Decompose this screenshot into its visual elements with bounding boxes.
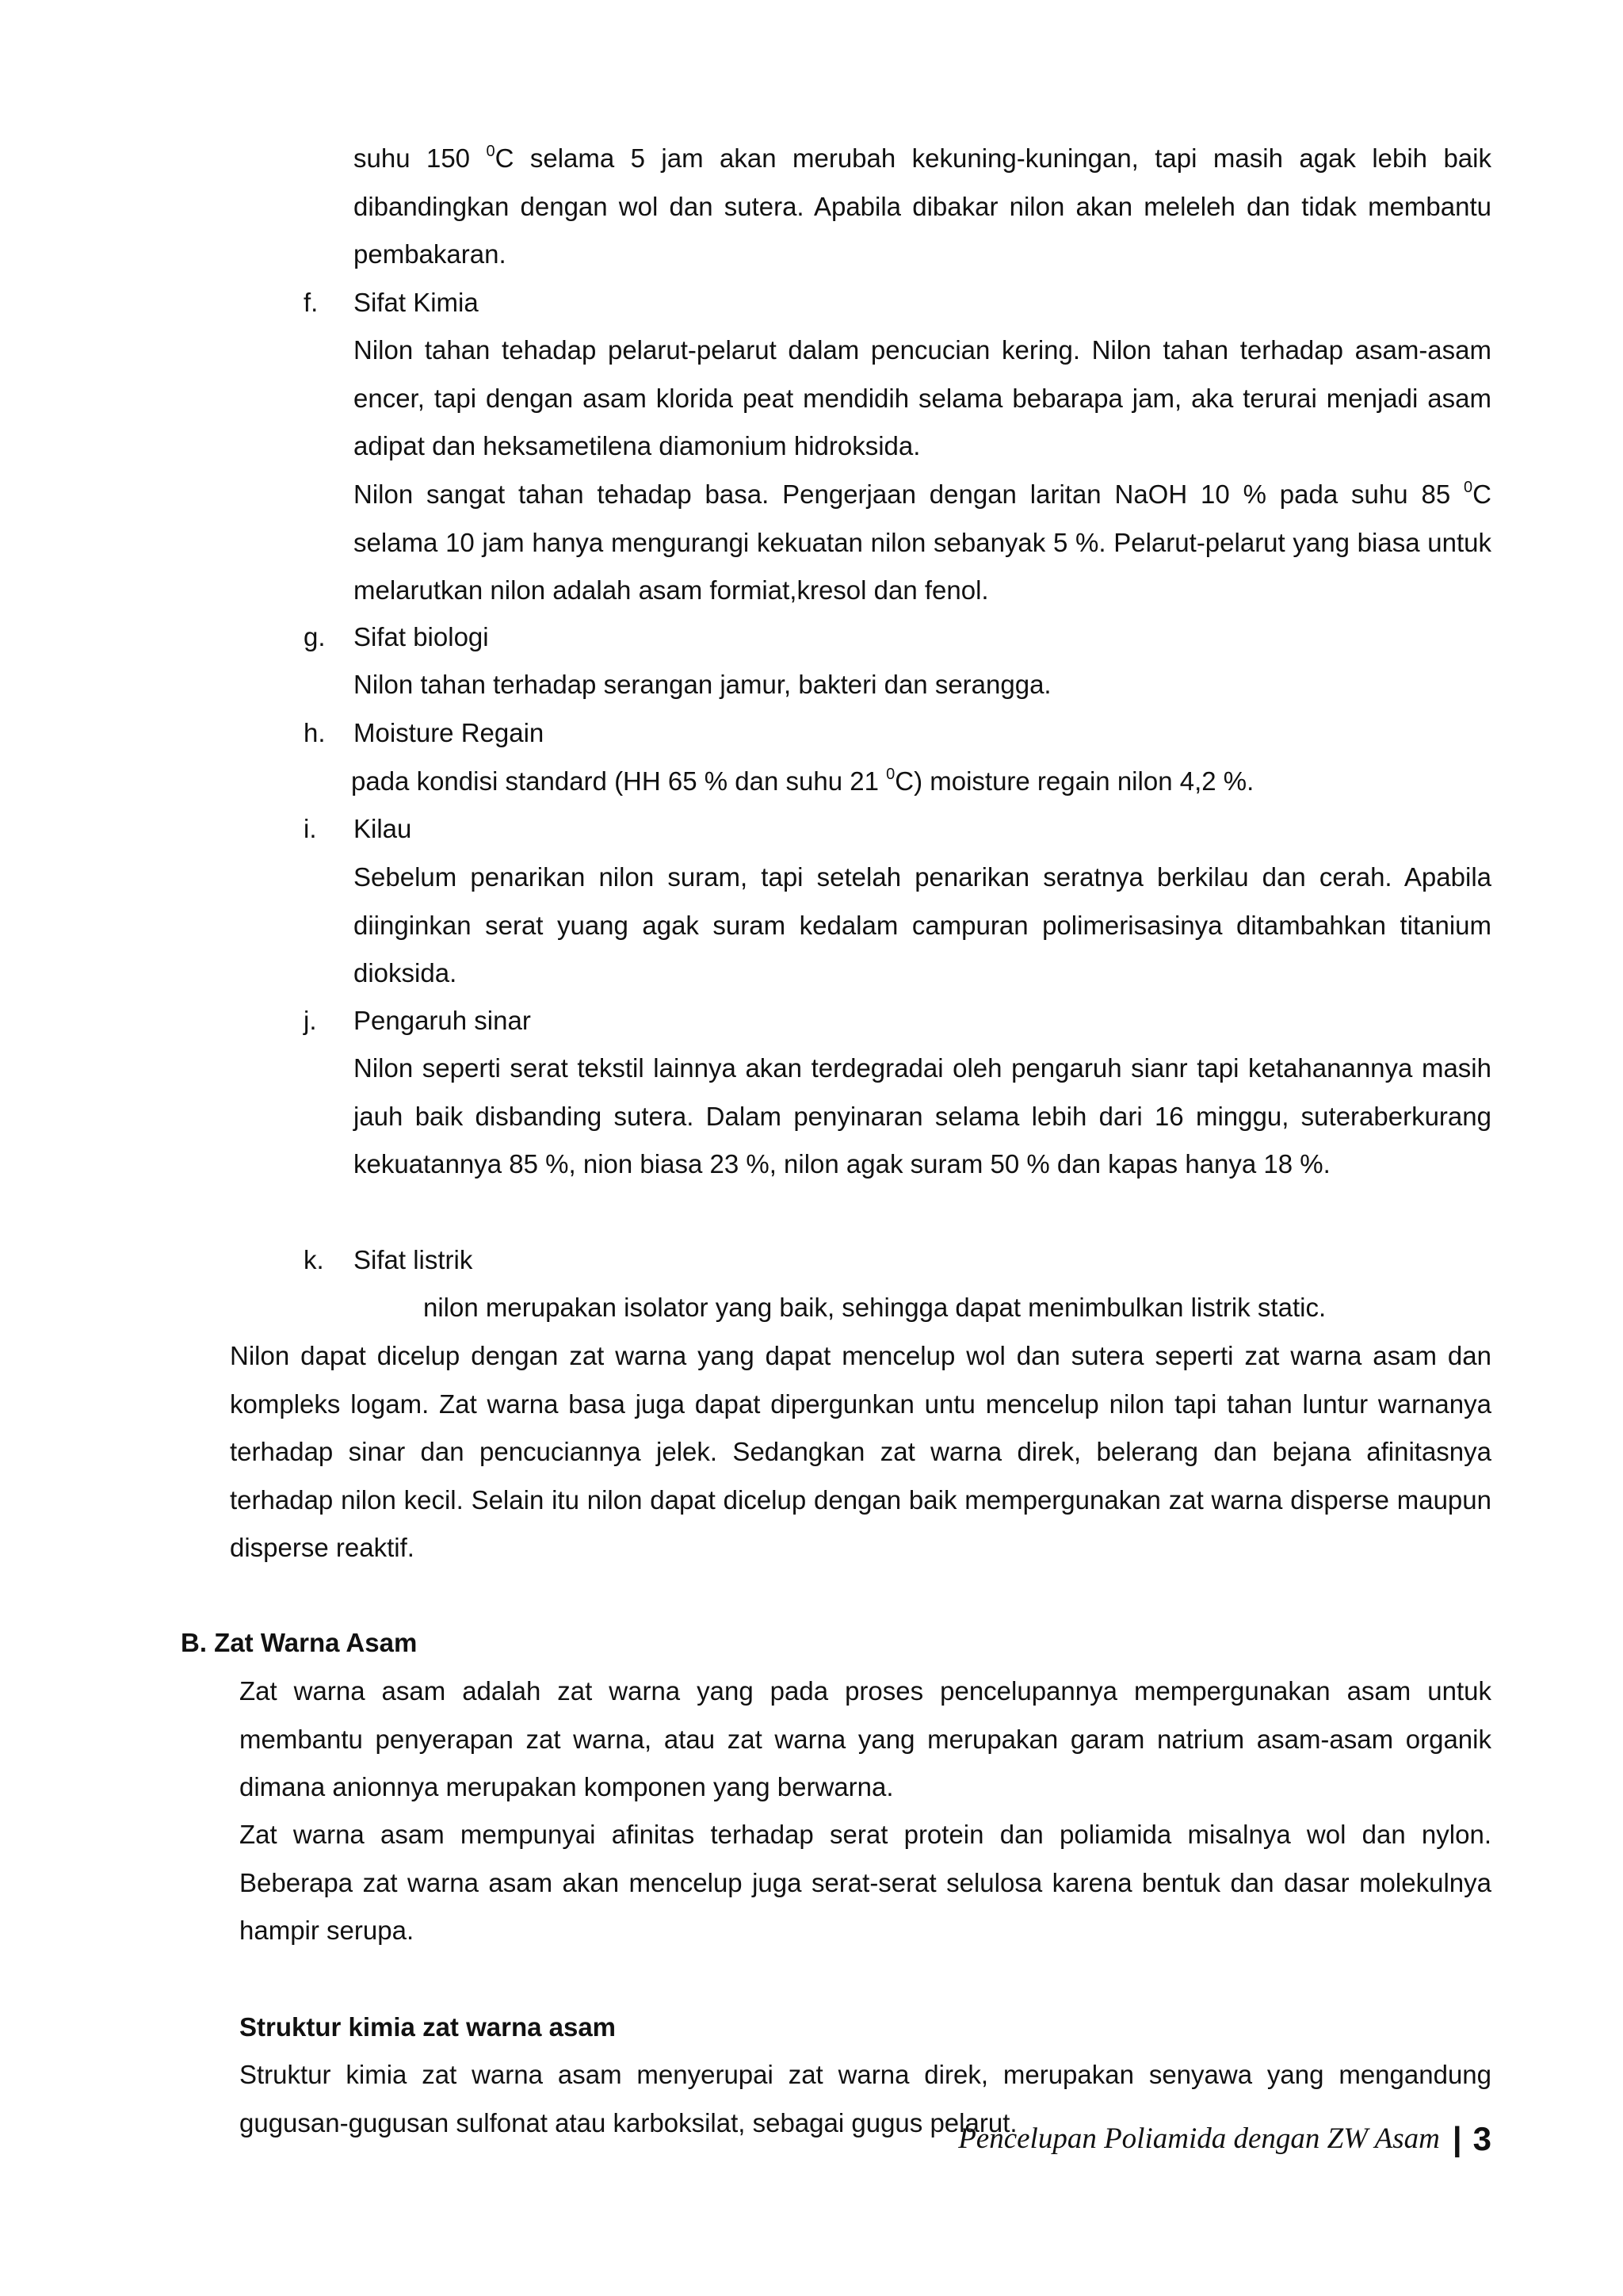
degree-superscript: 0 xyxy=(886,766,896,783)
list-item-title: Moisture Regain xyxy=(353,718,544,747)
list-item-text: Nilon tahan terhadap serangan jamur, bakteri dan serangga. xyxy=(353,670,1052,699)
list-item-title: Kilau xyxy=(353,814,412,843)
list-item-title: Sifat Kimia xyxy=(353,288,479,317)
section-paragraph: Zat warna asam adalah zat warna yang pada proses pencelupannya mempergunakan asam untuk membantu penyerapan zat warna, atau zat warna yang merupakan garam natrium asam-asam organik dimana anionnya merupakan komponen yang berwarna. xyxy=(239,1676,1491,1801)
list-item-title: Sifat biologi xyxy=(353,622,489,651)
degree-superscript: 0 xyxy=(1464,479,1473,496)
intro-text-start: suhu 150 xyxy=(353,143,487,173)
list-marker: i. xyxy=(304,814,317,843)
list-marker: j. xyxy=(304,1006,317,1035)
subsection-heading: Struktur kimia zat warna asam xyxy=(239,2012,617,2042)
section-paragraph: Zat warna asam mempunyai afinitas terhadap serat protein dan poliamida misalnya wol dan nylon. Beberapa zat warna asam akan mencelup juga serat-serat selulosa karena bentuk dan dasar molekulnya hampir serupa. xyxy=(239,1820,1491,1945)
list-item-text: pada kondisi standard (HH 65 % dan suhu 21 $^0$C) moisture regain nilon 4,2 %. xyxy=(351,766,1254,796)
list-marker: g. xyxy=(304,622,326,651)
degree-superscript: 0 xyxy=(486,143,495,160)
dyeing-paragraph: Nilon dapat dicelup dengan zat warna yang dapat mencelup wol dan sutera seperti zat warna asam dan kompleks logam. Zat warna basa juga dapat dipergunkan untu mencelup nilon tapi tahan luntur warnanya terhadap sinar dan pencuciannya jelek. Sedangkan zat warna direk, belerang dan bejana afinitasnya terhadap nilon kecil. Selain itu nilon dapat dicelup dengan baik mempergunakan zat warna disperse maupun disperse reaktif. xyxy=(230,1341,1491,1562)
footer-separator: | xyxy=(1452,2120,1462,2157)
list-item-title: Pengaruh sinar xyxy=(353,1006,531,1035)
list-item-text: Nilon seperti serat tekstil lainnya akan terdegradai oleh pengaruh sianr tapi ketahanannya masih jauh baik disbanding sutera. Dalam penyinaran selama lebih dari 16 minggu, suteraberkurang kekuatannya 85 %, nion biasa 23 %, nilon agak suram 50 % dan kapas hanya 18 %. xyxy=(353,1053,1491,1179)
list-marker: k. xyxy=(304,1245,324,1274)
list-item-text: Nilon tahan tehadap pelarut-pelarut dalam pencucian kering. Nilon tahan terhadap asam-asam encer, tapi dengan asam klorida peat mendidih selama bebarapa jam, aka terurai menjadi asam adipat dan heksametilena diamonium hidroksida. xyxy=(353,335,1491,460)
footer-title: Pencelupan Poliamida dengan ZW Asam xyxy=(958,2122,1440,2155)
list-item-text: Sebelum penarikan nilon suram, tapi setelah penarikan seratnya berkilau dan cerah. Apabila diinginkan serat yuang agak suram kedalam campuran polimerisasinya ditambahkan titanium dioksida. xyxy=(353,862,1491,988)
section-heading: B. Zat Warna Asam xyxy=(181,1628,418,1657)
list-item-title: Sifat listrik xyxy=(353,1245,473,1274)
subsection-paragraph: Struktur kimia zat warna asam menyerupai zat warna direk, merupakan senyawa yang mengandung gugusan-gugusan sulfonat atau karboksilat, sebagai gugus pelarut. xyxy=(239,2060,1491,2137)
list-item-text: nilon merupakan isolator yang baik, sehingga dapat menimbulkan listrik static. xyxy=(423,1293,1327,1322)
page-footer xyxy=(958,2119,1491,2159)
list-item-text: Nilon sangat tahan tehadap basa. Pengerjaan dengan laritan NaOH 10 % pada suhu 85 $^0$C selama 10 jam hanya mengurangi kekuatan nilon sebanyak 5 %. Pelarut-pelarut yang biasa untuk melarutkan nilon adalah asam formiat,kresol dan fenol. xyxy=(353,479,1491,605)
list-marker: h. xyxy=(304,718,326,747)
intro-text-rest: C selama 5 jam akan merubah kekuning-kuningan, tapi masih agak lebih baik dibandingkan dengan wol dan sutera. Apabila dibakar nilon akan meleleh dan tidak membantu pembakaran. xyxy=(353,143,1491,269)
page-number: 3 xyxy=(1472,2120,1491,2157)
list-marker: f. xyxy=(304,288,319,317)
intro-paragraph xyxy=(353,135,1491,279)
